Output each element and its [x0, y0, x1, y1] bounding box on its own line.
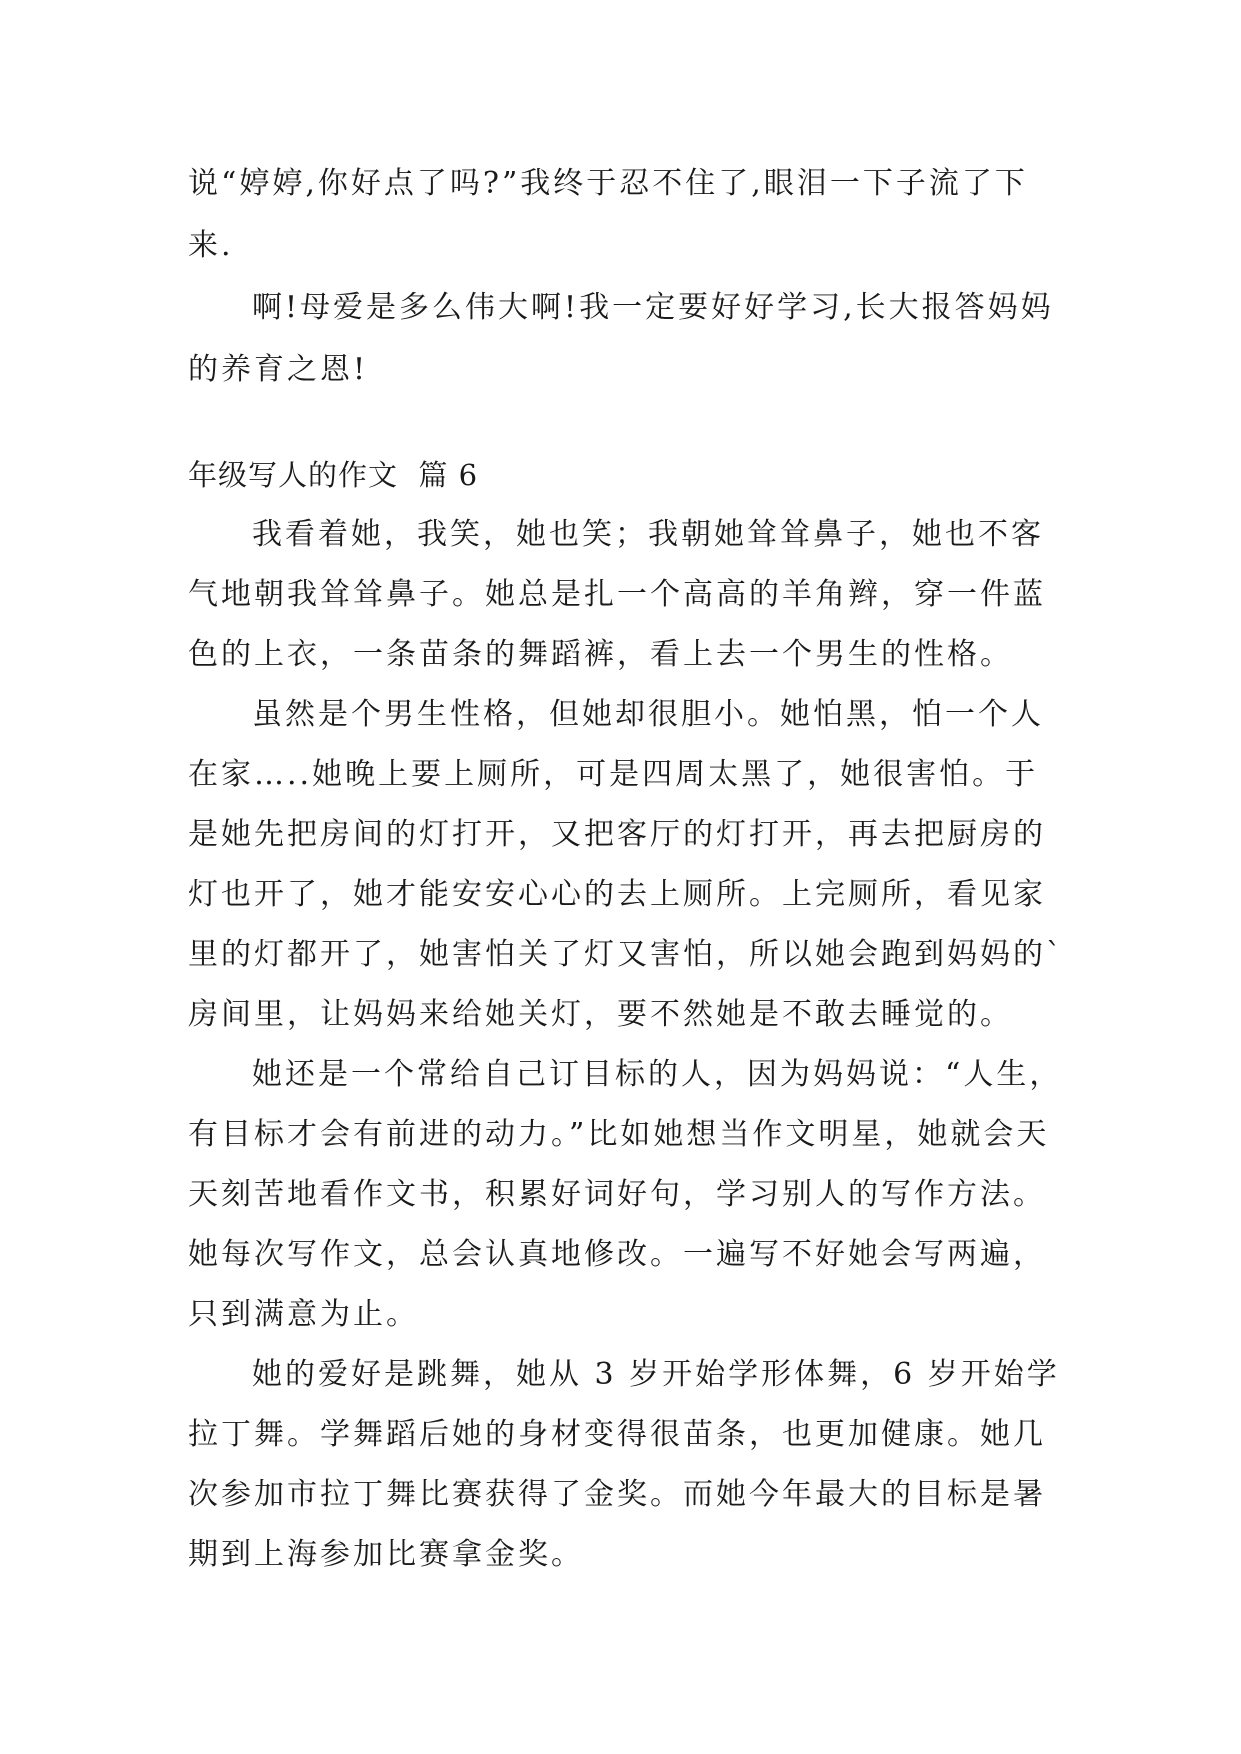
- paragraph: 说“婷婷,你好点了吗?”我终于忍不住了,眼泪一下子流了下来.: [188, 166, 1028, 263]
- paragraph: 她还是一个常给自己订目标的人，因为妈妈说：“人生，有目标才会有前进的动力。”比如她想当作文明星，她就会天天刻苦地看作文书，积累好词好句，学习别人的写作方法。她每次写作文，总会认真地修改。一遍写不好她会写两遍，只到满意为止。: [188, 1057, 1063, 1332]
- previous-section-text: [188, 153, 1068, 401]
- paragraph: 我看着她，我笑，她也笑；我朝她耸耸鼻子，她也不客气地朝我耸耸鼻子。她总是扎一个高高的羊角辫，穿一件蓝色的上衣，一条苗条的舞蹈裤，看上去一个男生的性格。: [188, 517, 1046, 672]
- section-title: 年级写人的作文 篇 6: [188, 458, 479, 492]
- section-body: [188, 505, 1068, 1585]
- paragraph: 虽然是个男生性格，但她却很胆小。她怕黑，怕一个人在家…..她晚上要上厕所，可是四周太黑了，她很害怕。于是她先把房间的灯打开，又把客厅的灯打开，再去把厨房的灯也开了，她才能安安心心的去上厕所。上完厕所，看见家里的灯都开了，她害怕关了灯又害怕，所以她会跑到妈妈的`房间里，让妈妈来给她关灯，要不然她是不敢去睡觉的。: [188, 697, 1064, 1032]
- paragraph: 啊!母爱是多么伟大啊!我一定要好好学习,长大报答妈妈的养育之恩!: [188, 290, 1054, 387]
- paragraph: 她的爱好是跳舞，她从 3 岁开始学形体舞，6 岁开始学拉丁舞。学舞蹈后她的身材变得很苗条，也更加健康。她几次参加市拉丁舞比赛获得了金奖。而她今年最大的目标是暑期到上海参加比赛拿金奖。: [188, 1357, 1060, 1572]
